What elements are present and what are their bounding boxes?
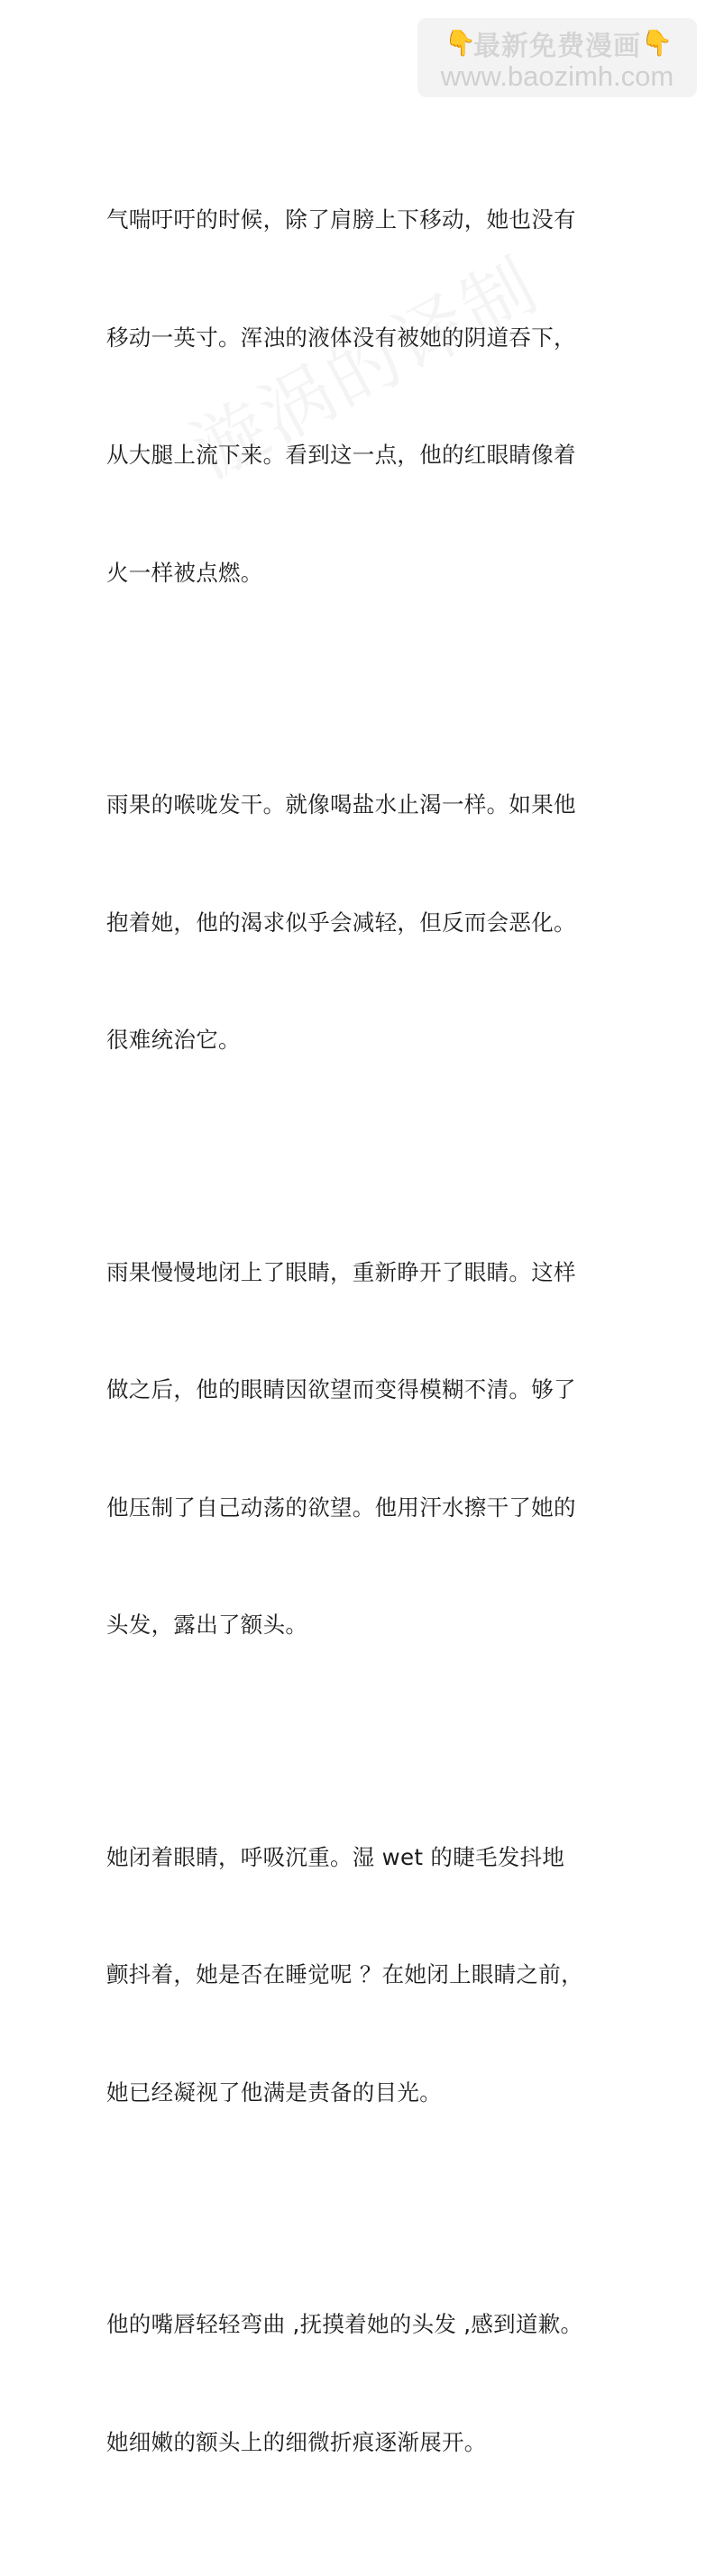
text-line: 做之后，他的眼睛因欲望而变得模糊不清。够了 — [106, 1376, 576, 1402]
text-line: 她细嫩的额头上的细微折痕逐渐展开。 — [106, 2428, 487, 2455]
text-line: 他压制了自己动荡的欲望。他用汗水擦干了她的 — [106, 1494, 576, 1521]
paragraph — [106, 122, 625, 671]
text-line: 雨果的喉咙发干。就像喝盐水止渴一样。如果他 — [106, 791, 576, 818]
text-line: 从大腿上流下来。看到这一点，他的红眼睛像着 — [106, 442, 576, 468]
paragraph — [106, 1759, 625, 2191]
text-line: 颤抖着，她是否在睡觉呢 ？在她闭上眼睛之前， — [106, 1961, 583, 1987]
text-line: 他的嘴唇轻轻弯曲 ,抚摸着她的头发 ,感到道歉。 — [106, 2311, 583, 2337]
paragraph — [106, 2226, 625, 2540]
text-line: 她已经凝视了他满是责备的目光。 — [106, 2078, 442, 2106]
text-line: 雨果慢慢地闭上了眼睛，重新睁开了眼睛。这样 — [106, 1258, 576, 1285]
text-line: 火一样被点燃。 — [106, 559, 263, 586]
text-line: 抱着她，他的渴求似乎会减轻，但反而会恶化。 — [106, 909, 576, 936]
text-line: 她闭着眼睛，呼吸沉重。湿 wet 的睫毛发抖地 — [106, 1843, 565, 1870]
text-line: 移动一英寸。浑浊的液体没有被她的阴道吞下， — [106, 324, 576, 351]
banner-url-link[interactable]: www.baozimh.com — [440, 60, 674, 92]
pointing-down-hand-icon: 👇 — [641, 28, 674, 58]
text-line: 气喘吁吁的时候，除了肩膀上下移动，她也没有 — [106, 206, 576, 233]
banner-title-row — [417, 25, 697, 61]
text-line: 头发，露出了额头。 — [106, 1612, 308, 1638]
text-line: 很难统治它。 — [106, 1027, 241, 1053]
paragraph — [106, 707, 625, 1138]
banner-title: 最新免费漫画 — [473, 31, 641, 62]
article-body — [106, 122, 625, 2576]
site-banner[interactable] — [417, 18, 697, 97]
paragraph — [106, 1174, 625, 1723]
pointing-down-hand-icon: 👇 — [445, 28, 477, 58]
